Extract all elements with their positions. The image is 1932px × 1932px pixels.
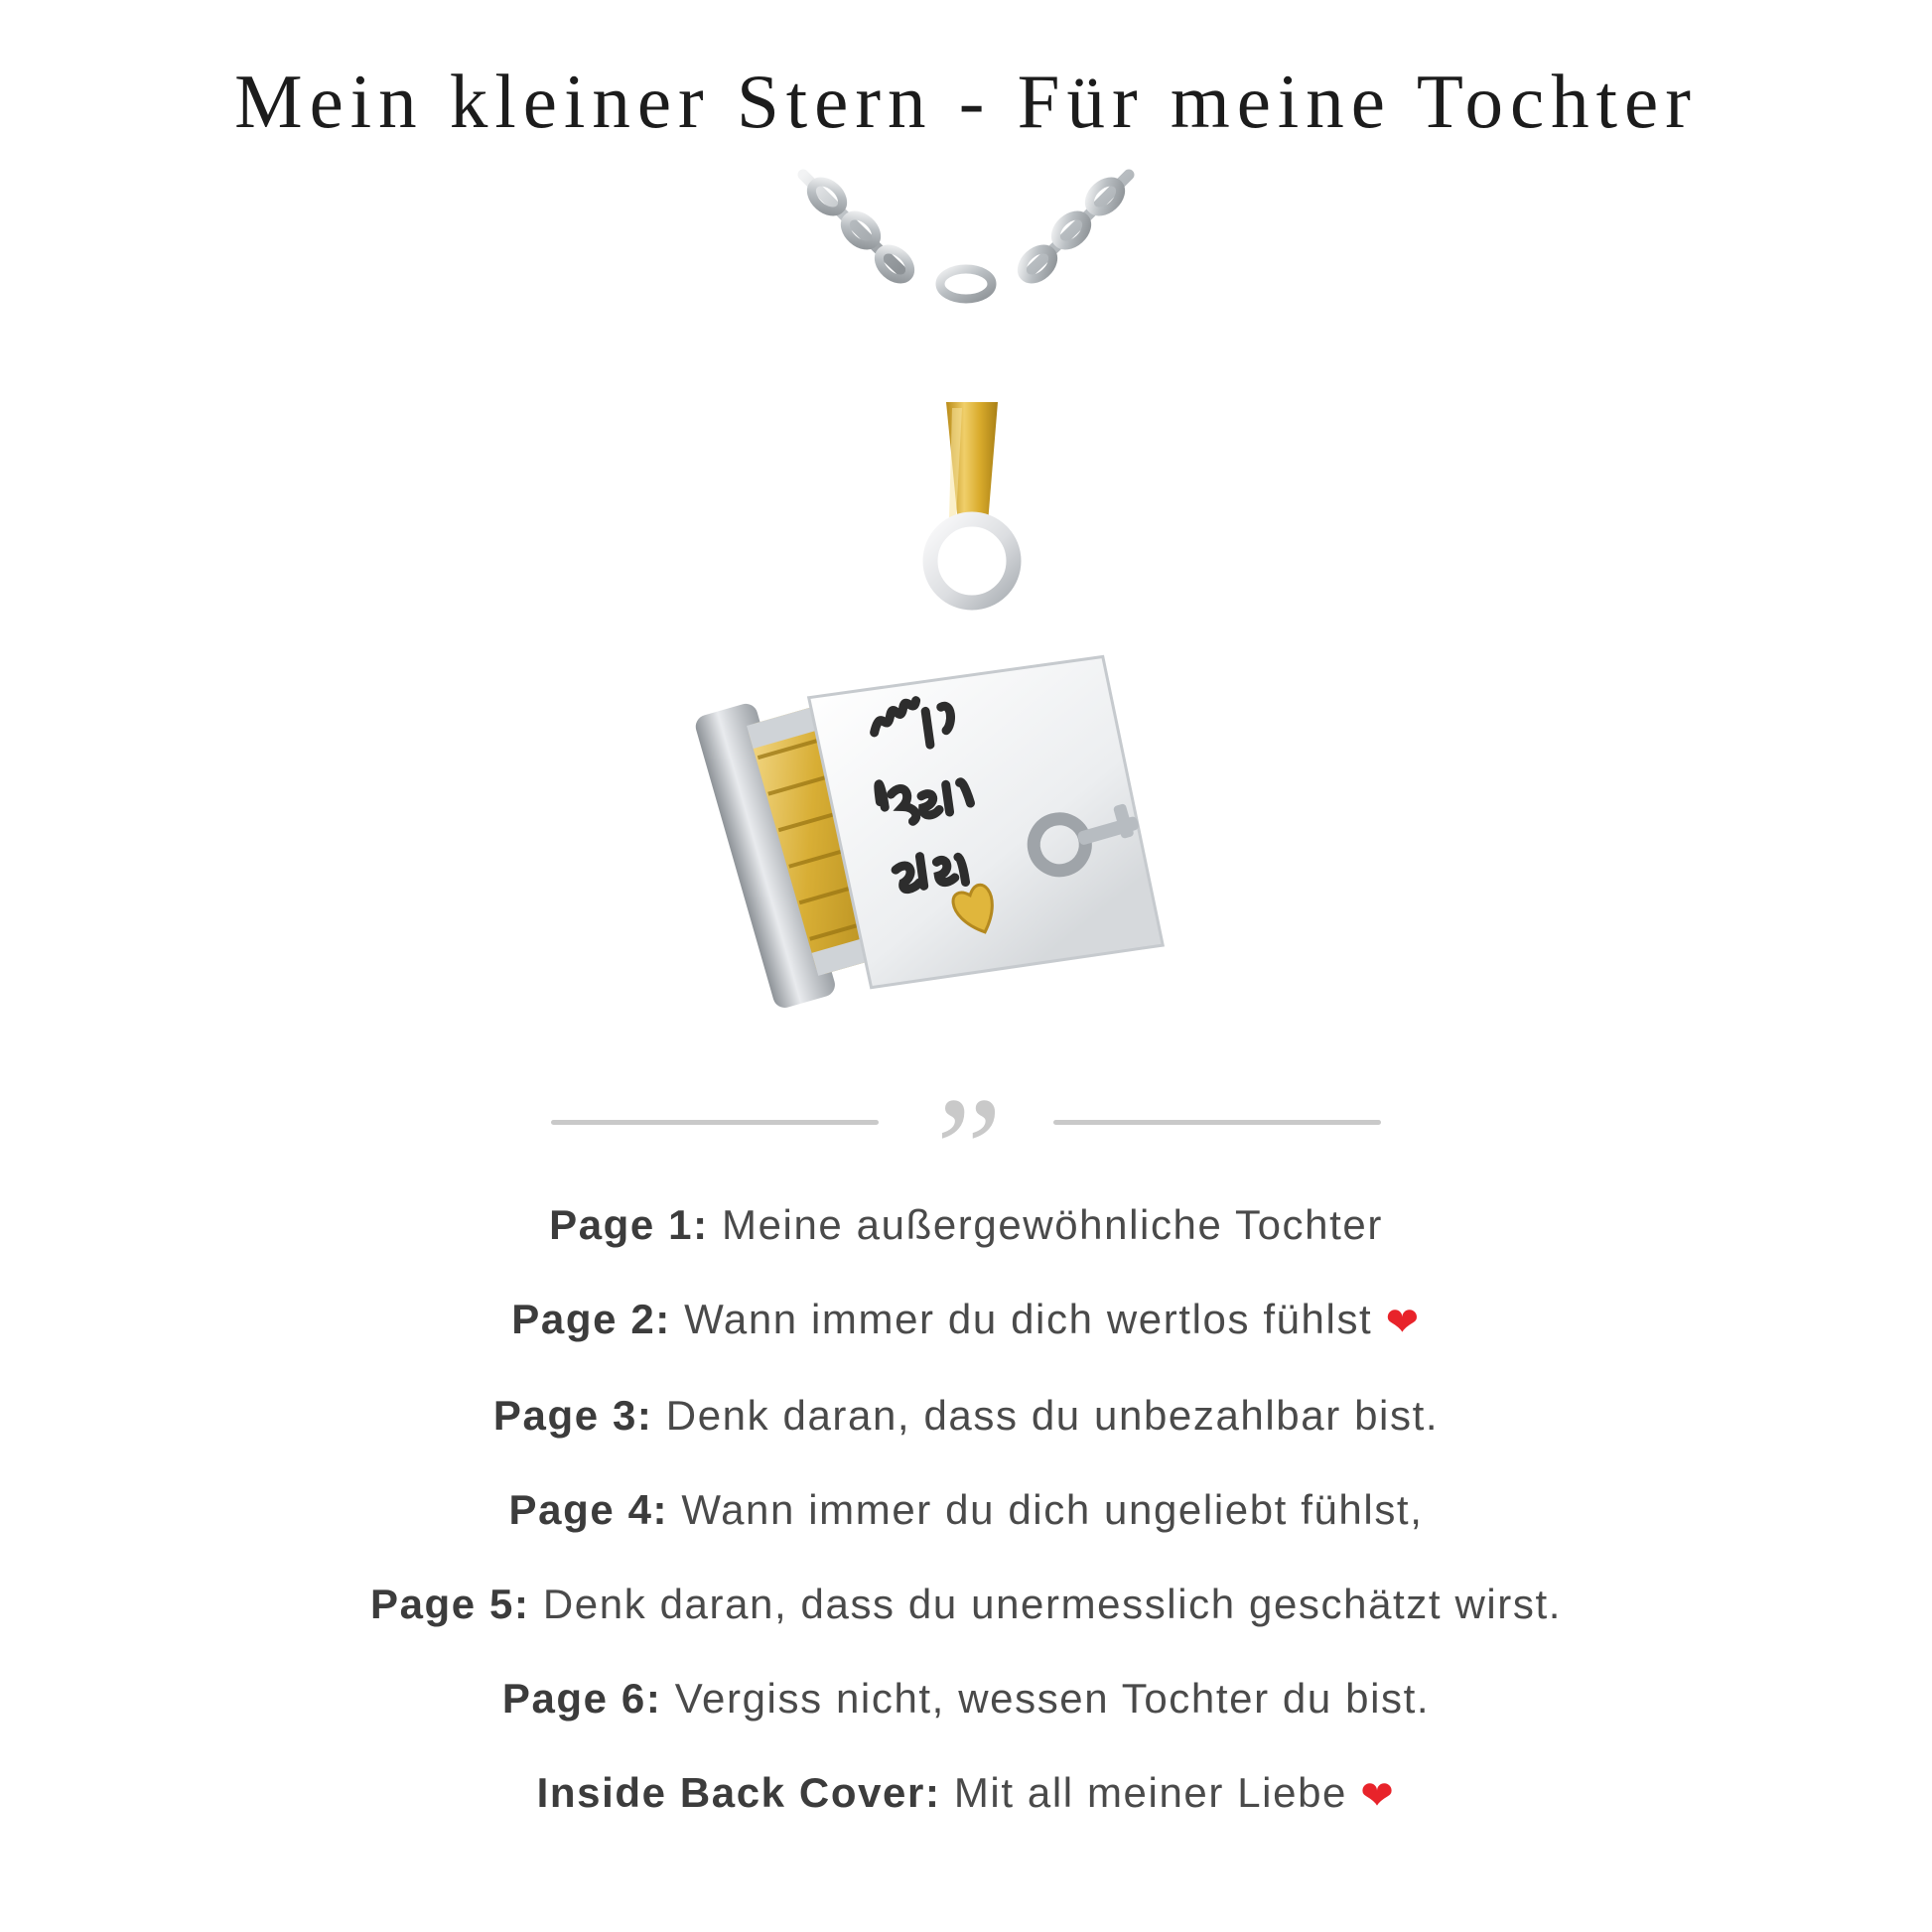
page-text: Denk daran, dass du unermesslich geschätzt wirst. (542, 1581, 1563, 1627)
list-item (60, 1486, 1872, 1534)
divider-rule-left (551, 1120, 879, 1125)
book-locket-pendant-icon (648, 402, 1284, 1018)
heart-icon: ❤ (1385, 1301, 1421, 1344)
list-item (60, 1581, 1872, 1628)
list-item (60, 1769, 1872, 1819)
page-text: Denk daran, dass du unbezahlbar bist. (665, 1392, 1440, 1439)
page-label: Inside Back Cover: (536, 1769, 941, 1816)
list-item (60, 1675, 1872, 1723)
divider-rule-right (1053, 1120, 1381, 1125)
list-item (60, 1296, 1872, 1345)
page-text: Meine außergewöhnliche Tochter (721, 1201, 1383, 1248)
page-text: Wann immer du dich ungeliebt fühlst, (681, 1486, 1424, 1533)
page-text: Mit all meiner Liebe (953, 1769, 1347, 1816)
page-text: Wann immer du dich wertlos fühlst (684, 1296, 1373, 1342)
list-item (60, 1392, 1872, 1440)
page-label: Page 6: (501, 1675, 662, 1722)
product-photo (0, 149, 1932, 1033)
divider: ” (0, 1077, 1932, 1167)
page-label: Page 1: (549, 1201, 709, 1248)
page-text: Vergiss nicht, wessen Tochter du bist. (674, 1675, 1431, 1722)
page-label: Page 2: (511, 1296, 671, 1342)
jump-ring (930, 519, 1014, 603)
page-title: Mein kleiner Stern - Für meine Tochter (234, 59, 1698, 144)
page-label: Page 4: (508, 1486, 669, 1533)
page-label: Page 3: (492, 1392, 653, 1439)
page-message-list (0, 1201, 1932, 1865)
page-label: Page 5: (369, 1581, 530, 1627)
heart-icon: ❤ (1360, 1774, 1396, 1818)
list-item (60, 1201, 1872, 1249)
